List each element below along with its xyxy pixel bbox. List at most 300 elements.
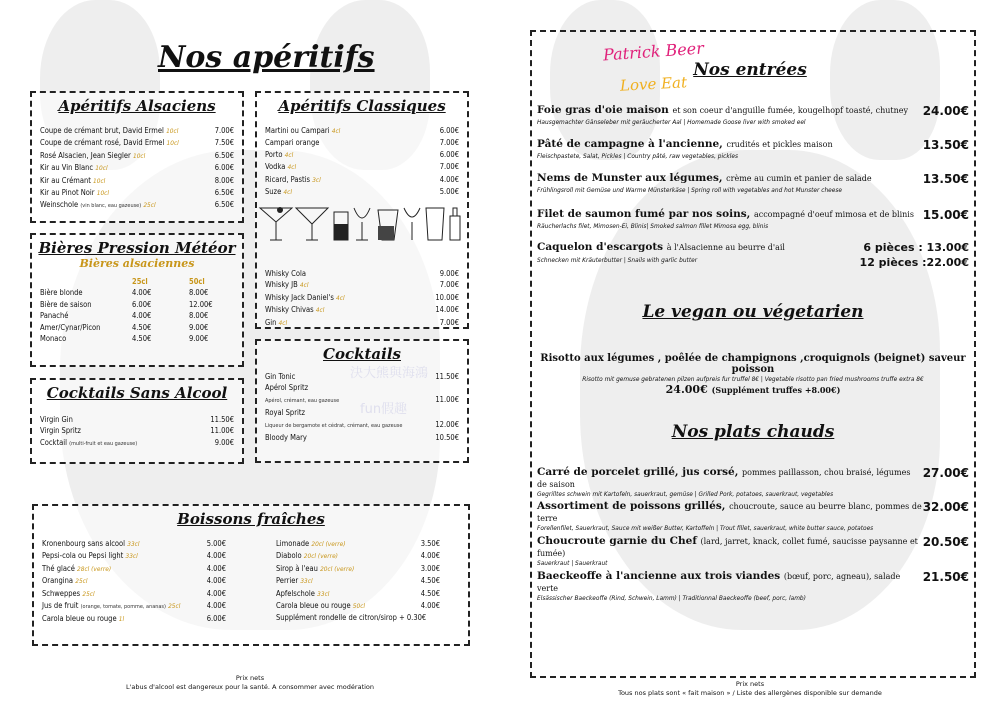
boisson-item-name [276, 588, 329, 600]
classique-item-row [257, 125, 467, 137]
classique-item-name [265, 161, 296, 173]
plat-dish [537, 466, 969, 498]
cocktail-item-label: Gin Tonic [265, 372, 296, 381]
boisson-item-price: 5.00€ [206, 539, 226, 548]
entree-dish-line [537, 138, 969, 152]
whisky-item-label: Whisky JB [265, 280, 298, 290]
alsacien-item-price: 6.50€ [214, 188, 234, 198]
whisky-item-name [265, 317, 287, 329]
boisson-item-name [42, 613, 124, 625]
classiques-title: Apéritifs Classiques [278, 97, 446, 115]
classique-item-size: 4cl [331, 127, 341, 135]
bieres-list [32, 287, 242, 344]
whisky-item-row [257, 292, 467, 304]
boisson-item-label: Carola bleue ou rouge [276, 601, 351, 611]
boisson-item-row [34, 563, 234, 575]
plat-dish-price: 27.00€ [922, 466, 969, 480]
boissons-box [32, 504, 470, 646]
classique-item-name [265, 125, 340, 137]
alsacien-item-name [40, 199, 156, 212]
whisky-item-row [257, 279, 467, 291]
alsacien-item-size: 10cl [95, 164, 108, 173]
plat-dish-price: 20.50€ [922, 535, 969, 549]
alsacien-item-row [32, 137, 242, 149]
logo-patrick-beer: Patrick Beer [602, 38, 705, 65]
boisson-item-row [268, 575, 448, 587]
plat-dish-desc: (bœuf, porc, agneau), salade verte [537, 572, 901, 593]
boisson-item-row [268, 612, 448, 623]
cocktail-item-name [265, 371, 295, 382]
watermark-line2: fun假趣 [360, 402, 408, 417]
plat-dish-title [537, 570, 923, 594]
boisson-item-size: 33cl [317, 589, 330, 598]
alsacien-item-name [40, 150, 145, 162]
alsacien-item-price: 6.00€ [214, 163, 234, 173]
boisson-item-row [268, 600, 448, 612]
alsacien-item-price: 6.50€ [214, 200, 234, 210]
boisson-item-price: 4.00€ [420, 551, 440, 561]
boisson-item-name [276, 612, 426, 623]
classique-item-label: Vodka [265, 162, 286, 172]
left-footer-warning: L'abus d'alcool est dangereux pour la santé. A consommer avec modération [125, 683, 375, 691]
whisky-item-label: Whisky Chivas [265, 305, 314, 315]
biere-name: Panaché [40, 311, 69, 321]
entree-dish-title [537, 104, 908, 118]
entree-dish-name: Nems de Munster aux légumes, [537, 172, 723, 184]
alsacien-item-size: 25cl [143, 201, 156, 210]
whisky-item-row [257, 268, 467, 279]
classique-item-row [257, 149, 467, 161]
boisson-item-price: 4.00€ [206, 576, 226, 586]
boisson-item-label: Carola bleue ou rouge [42, 614, 117, 624]
alsacien-item-row [32, 162, 242, 174]
alsacien-item-size: 10cl [96, 189, 109, 198]
classique-item-label: Ricard, Pastis [265, 174, 311, 184]
boisson-item-label: Perrier [276, 576, 299, 586]
alsacien-item-name [40, 137, 179, 149]
classique-item-row [257, 161, 467, 173]
vegan-supplement: (Supplément truffes +8.00€) [711, 385, 841, 395]
entree-dish-price: 13.50€ [922, 172, 969, 186]
whisky-item-price: 7.00€ [439, 317, 459, 327]
sans-alcool-item-row [32, 425, 242, 436]
classique-item-price: 6.00€ [439, 149, 459, 159]
classique-item-price: 6.00€ [439, 126, 459, 135]
boisson-item-price: 4.00€ [206, 551, 226, 561]
biere-price-50cl: 9.00€ [189, 322, 209, 332]
boissons-col-b [268, 538, 448, 626]
glasses-illustration [258, 204, 464, 244]
whisky-item-row [257, 317, 467, 329]
boisson-item-label: Jus de fruit [42, 601, 79, 611]
classiques-list [257, 125, 467, 198]
entree-dish-translation: Hausgemachter Gänseleber mit geräucherter Aal | Homemade Goose liver with smoked eel [537, 118, 806, 126]
classique-item-price: 4.00€ [439, 174, 459, 184]
boisson-item-size: 25cl [168, 602, 181, 611]
classique-item-price: 5.00€ [439, 187, 459, 197]
plats-title: Nos plats chauds [671, 422, 835, 442]
alsacien-item-name [40, 162, 108, 174]
sans-alcool-item-label: Virgin Gin [40, 415, 73, 424]
sans-alcool-box [30, 378, 244, 464]
cocktail-item-price: 11.50€ [435, 372, 459, 381]
alsacien-item-price: 8.00€ [214, 175, 234, 185]
entree-dish [537, 104, 969, 126]
cocktail-item-row [257, 432, 467, 443]
sans-alcool-item-price: 9.00€ [214, 437, 234, 447]
entree-dish-line [537, 208, 969, 222]
sans-alcool-item-name [40, 437, 137, 450]
biere-price-50cl: 8.00€ [189, 288, 209, 298]
entree-dish-line [537, 172, 969, 186]
plat-dish-name: Carré de porcelet grillé, jus corsé, [537, 466, 739, 478]
biere-price-25cl: 6.00€ [132, 299, 152, 309]
biere-row [32, 299, 242, 310]
alsacien-item-size: 10cl [166, 139, 179, 148]
entree-dish-price: 15.00€ [922, 208, 969, 222]
boisson-item-name [42, 600, 180, 613]
cocktail-item-name [265, 407, 305, 418]
biere-price-50cl: 12.00€ [189, 299, 213, 309]
boisson-item-size: 20cl (verre) [320, 564, 355, 573]
biere-price-50cl: 8.00€ [189, 311, 209, 321]
alsacien-item-row [32, 175, 242, 187]
classique-item-size: 3cl [312, 175, 321, 184]
sans-alcool-item-note: (multi-fruit et eau gazeuse) [69, 440, 138, 447]
boisson-item-name [276, 538, 346, 550]
cocktail-item-price: 12.00€ [435, 419, 459, 429]
whisky-item-label: Whisky Jack Daniel's [265, 292, 334, 302]
boisson-item-size: 33cl [127, 540, 140, 548]
boisson-item-size: 25cl [82, 589, 95, 598]
entree-dish [537, 172, 969, 194]
classique-item-size: 4cl [283, 188, 292, 197]
classique-item-row [257, 174, 467, 186]
sans-alcool-title: Cocktails Sans Alcool [46, 384, 228, 402]
vegan-price: 24.00€ [665, 383, 708, 396]
classique-item-size: 4cl [284, 150, 294, 159]
biere-row [32, 287, 242, 298]
alsacien-item-price: 6.50€ [214, 150, 234, 160]
boisson-item-size: 1l [118, 615, 125, 624]
plat-dish-desc: pommes paillasson, chou braisé, légumes de saison [537, 468, 911, 489]
boisson-item-label: Sirop à l'eau [276, 563, 318, 573]
cocktail-item-label: Royal Spritz [265, 408, 306, 418]
classique-item-row [257, 186, 467, 198]
whisky-item-size: 4cl [336, 293, 345, 302]
vegan-name: Risotto aux légumes , poêlée de champignons ,croquignols (beignet) saveur poisson [540, 353, 966, 375]
caquelon-translation: Schnecken mit Kräuterbutter | Snails with garlic butter [537, 256, 698, 264]
whisky-item-price: 10.00€ [435, 292, 459, 302]
plat-dish-title [537, 466, 923, 490]
alsacien-item-note: (vin blanc, eau gazeuse) [80, 203, 142, 210]
caquelon-dish [537, 241, 969, 269]
whisky-item-size: 4cl [315, 306, 325, 315]
boisson-item-row [34, 613, 234, 625]
entree-dish [537, 208, 969, 230]
boisson-item-name [42, 588, 95, 600]
vegan-dish [530, 353, 976, 396]
boisson-item-size: 28cl (verre) [77, 564, 112, 573]
boisson-item-name [42, 550, 138, 562]
boisson-item-note: (orange, tomate, pomme, ananas) [80, 604, 166, 611]
boisson-item-name [276, 575, 313, 587]
cocktail-item-price: 10.50€ [435, 433, 459, 443]
classique-item-label: Campari orange [265, 138, 320, 148]
alsacien-item-name [40, 187, 109, 199]
plat-dish [537, 570, 969, 602]
boisson-item-price: 4.50€ [420, 588, 440, 598]
sans-alcool-item-label: Cocktail [40, 437, 67, 447]
boisson-item-row [34, 600, 234, 613]
cocktail-item-price [425, 407, 459, 418]
biere-row [32, 333, 242, 344]
biere-price-25cl: 4.50€ [132, 322, 152, 332]
entree-dish-name: Foie gras d'oie maison [537, 104, 669, 116]
alsacien-item-label: Coupe de crémant rosé, David Ermel [40, 138, 165, 148]
sans-alcool-item-label: Virgin Spritz [40, 426, 81, 436]
plat-dish-desc: choucroute, sauce au beurre blanc, pommes de terre [537, 502, 922, 523]
right-footer [500, 680, 1000, 698]
sans-alcool-item-name [40, 425, 81, 436]
alsaciens-box [30, 91, 244, 223]
classique-item-label: Suze [265, 187, 282, 197]
boisson-item-row [34, 575, 234, 587]
plat-dish-desc: (lard, jarret, knack, collet fumé, saucisse paysanne et fumée) [537, 537, 918, 558]
whisky-item-price: 14.00€ [435, 305, 459, 315]
right-footer-allergenes: Tous nos plats sont « fait maison » / Liste des allergènes disponible sur demande [618, 689, 882, 697]
entree-dish-price: 24.00€ [922, 104, 969, 118]
boisson-item-price: 4.00€ [206, 588, 226, 598]
boisson-item-row [268, 563, 448, 575]
biere-name: Amer/Cynar/Picon [40, 322, 101, 332]
cocktail-item-name [265, 432, 307, 443]
boisson-item-name [42, 575, 88, 587]
alsacien-item-row [32, 150, 242, 162]
alsaciens-title: Apéritifs Alsaciens [58, 97, 216, 115]
classique-item-name [265, 186, 292, 198]
entree-dish-translation: Räucherlachs filet, Mimosen-Ei, Blinis| Smoked salmon fillet Mimosa egg, blinis [537, 222, 769, 230]
whisky-item-name [265, 279, 308, 291]
plat-dish [537, 500, 969, 532]
biere-row [32, 310, 242, 321]
boisson-item-price [426, 612, 460, 623]
boisson-item-size: 20cl (verre) [303, 552, 338, 561]
alsacien-item-name [40, 125, 178, 137]
boisson-item-name [276, 563, 354, 575]
alsacien-item-price: 7.00€ [214, 126, 234, 135]
whisky-item-name [265, 292, 345, 304]
entree-dish-desc: crudités et pickles maison [726, 140, 833, 149]
entree-dish-name: Pâté de campagne à l'ancienne, [537, 138, 723, 150]
boisson-item-label: Orangina [42, 576, 74, 586]
boisson-item-row [268, 538, 448, 550]
cocktail-item-price: 11.00€ [435, 394, 459, 404]
alsacien-item-row [32, 199, 242, 212]
boissons-col-a [34, 538, 234, 626]
cocktail-item-name [265, 419, 402, 432]
alsacien-item-size: 10cl [93, 176, 106, 185]
left-footer [0, 674, 500, 692]
page-title: Nos apéritifs [158, 40, 375, 75]
classique-item-label: Martini ou Campari [265, 126, 330, 135]
col-50cl: 50cl [189, 277, 205, 286]
whisky-item-size: 4cl [299, 281, 309, 290]
boisson-item-price: 4.00€ [420, 601, 440, 611]
boisson-item-label: Supplément rondelle de citron/sirop + 0.30€ [276, 613, 427, 623]
alsacien-item-label: Coupe de crémant brut, David Ermel [40, 126, 164, 135]
alsacien-item-row [32, 187, 242, 199]
boisson-item-price: 3.50€ [420, 539, 440, 548]
alsacien-item-label: Kir au Crémant [40, 175, 91, 185]
sans-alcool-item-price: 11.00€ [210, 426, 234, 436]
boisson-item-price: 3.00€ [420, 563, 440, 573]
boisson-item-size: 50cl [352, 602, 366, 611]
sans-alcool-item-row [32, 414, 242, 425]
entree-dish-line [537, 104, 969, 118]
biere-price-25cl: 4.00€ [132, 311, 152, 321]
classique-item-name [265, 149, 293, 161]
plat-dish-translation: Gegrilltes schwein mit Kartofeln, sauerkraut, gemüse | Grilled Pork, potatoes, sauerkraut, vegetables [537, 490, 834, 498]
alsacien-item-row [32, 125, 242, 137]
boisson-item-size: 33cl [300, 577, 313, 586]
alsacien-item-size: 10cl [132, 151, 146, 160]
whisky-item-name [265, 268, 306, 279]
whisky-item-price: 7.00€ [439, 280, 459, 290]
classique-item-row [257, 137, 467, 148]
bieres-box [30, 233, 244, 367]
entree-dish-desc: et son coeur d'anguille fumée, kougelhopf toasté, chutney [672, 106, 909, 115]
classique-item-name [265, 137, 319, 148]
alsaciens-list [32, 125, 242, 213]
caquelon-price-12: 12 pièces :22.00€ [859, 256, 969, 269]
boisson-item-label: Apfelschole [276, 588, 315, 598]
boisson-item-row [268, 550, 448, 562]
entree-dish-translation: Fleischpastete, Salat, Pickles | Country pâté, raw vegetables, pickles [537, 152, 739, 160]
col-25cl: 25cl [132, 277, 148, 286]
vegan-title: Le vegan ou végetarien [642, 302, 864, 322]
boisson-item-name [42, 538, 140, 550]
plat-dish-translation: Forellenfilet, Sauerkraut, Sauce mit weißer Butter, Kartoffeln | Trout fillet, sauerkraut, white butter sauce, potatoes [537, 524, 874, 532]
biere-price-25cl: 4.00€ [132, 288, 152, 298]
cocktail-item-row [257, 382, 467, 393]
caquelon-name: Caquelon d'escargots [537, 241, 664, 253]
plat-dish-line [537, 570, 969, 594]
plat-dish-name: Assortiment de poissons grillés, [537, 500, 726, 512]
bieres-header [32, 276, 242, 287]
boisson-item-size: 25cl [75, 577, 88, 586]
alsacien-item-size: 10cl [166, 127, 179, 135]
whisky-item-name [265, 304, 324, 316]
boisson-item-label: Kronenbourg sans alcool [42, 539, 126, 548]
entrees-title: Nos entrées [693, 60, 807, 80]
boisson-item-row [34, 538, 234, 550]
plat-dish-name: Baeckeoffe à l'ancienne aux trois viandes [537, 570, 781, 582]
alsacien-item-label: Rosé Alsacien, Jean Siegler [40, 150, 131, 160]
biere-name: Bière de saison [40, 299, 92, 309]
whisky-item-label: Whisky Cola [265, 269, 306, 278]
boisson-item-price: 4.50€ [420, 576, 440, 586]
biere-name: Monaco [40, 334, 67, 344]
entree-dish-title [537, 138, 833, 152]
boisson-item-row [34, 588, 234, 600]
boisson-item-label: Diabolo [276, 551, 302, 561]
cocktails-title: Cocktails [323, 345, 401, 363]
classiques-list-whisky [257, 268, 467, 329]
classique-item-name [265, 174, 321, 186]
alsacien-item-name [40, 175, 105, 187]
sans-alcool-item-row [32, 437, 242, 450]
biere-row [32, 322, 242, 333]
whisky-item-label: Gin [265, 317, 277, 327]
plat-dish-title [537, 535, 923, 559]
watermark-line1: 決大熊與海鴻 [350, 366, 429, 381]
entree-dish-desc: crème au cumin et panier de salade [726, 174, 872, 183]
biere-price-25cl: 4.50€ [132, 334, 152, 344]
plat-dish-translation: Elsässischer Baeckeoffe (Rind, Schwein, Lamm) | Traditionnal Baeckeoffe (beef, porc, lamb) [537, 594, 806, 602]
entree-dish-price: 13.50€ [922, 138, 969, 152]
plat-dish-name: Choucroute garnie du Chef [537, 535, 697, 547]
caquelon-price-6: 6 pièces : 13.00€ [863, 241, 969, 254]
entree-dish-title [537, 208, 914, 222]
boisson-item-name [42, 563, 111, 575]
plat-dish-price: 21.50€ [922, 570, 969, 584]
alsacien-item-label: Weinschole [40, 200, 79, 210]
boisson-item-row [268, 588, 448, 600]
classique-item-price: 7.00€ [439, 138, 459, 148]
boisson-item-name [276, 600, 365, 612]
bieres-title: Bières Pression Météor [38, 239, 236, 257]
entree-dish [537, 138, 969, 160]
cocktail-item-note: Apérol, crémant, eau gazeuse [265, 397, 340, 404]
entree-dish-desc: accompagné d'oeuf mimosa et de blinis [753, 210, 914, 219]
plat-dish-translation: Sauerkraut | Sauerkraut [537, 559, 608, 567]
cocktail-item-name [265, 382, 308, 393]
boisson-item-label: Thé glacé [42, 563, 75, 573]
cocktail-item-label: Bloody Mary [265, 433, 307, 443]
sans-alcool-item-name [40, 414, 73, 425]
boisson-item-price: 4.00€ [206, 601, 226, 611]
cocktail-item-name [265, 394, 339, 407]
plat-dish-price: 32.00€ [922, 500, 969, 514]
plat-dish [537, 535, 969, 567]
left-footer-prix: Prix nets [235, 674, 265, 682]
bieres-subtitle: Bières alsaciennes [79, 257, 195, 270]
biere-name: Bière blonde [40, 288, 83, 298]
sans-alcool-list [32, 414, 242, 450]
plat-dish-title [537, 500, 923, 524]
boisson-item-size: 33cl [125, 552, 138, 561]
vegan-translation: Risotto mit gemuse gebratenen pilzen aufpreis fur truffel 8€ | Vegetable risotto pan fried mushrooms truffe extra 8€ [582, 375, 924, 383]
boisson-item-label: Schweppes [42, 588, 81, 598]
caquelon-desc: à l'Alsacienne au beurre d'ail [666, 243, 785, 252]
biere-price-50cl: 9.00€ [189, 334, 209, 344]
boisson-item-name [276, 550, 338, 562]
entree-dish-name: Filet de saumon fumé par nos soins, [537, 208, 751, 220]
boisson-item-size: 20cl (verre) [311, 540, 346, 548]
logo-love-eat: Love Eat [619, 73, 688, 95]
plat-dish-line [537, 500, 969, 524]
boisson-item-row [34, 550, 234, 562]
boissons-title: Boissons fraîches [177, 510, 325, 528]
entree-dish-title [537, 172, 872, 186]
classique-item-label: Porto [265, 149, 283, 159]
boisson-item-price: 6.00€ [206, 614, 226, 624]
plat-dish-line [537, 466, 969, 490]
cocktail-item-price [425, 382, 459, 393]
sans-alcool-item-price: 11.50€ [210, 415, 234, 424]
whisky-item-price: 9.00€ [439, 269, 459, 278]
